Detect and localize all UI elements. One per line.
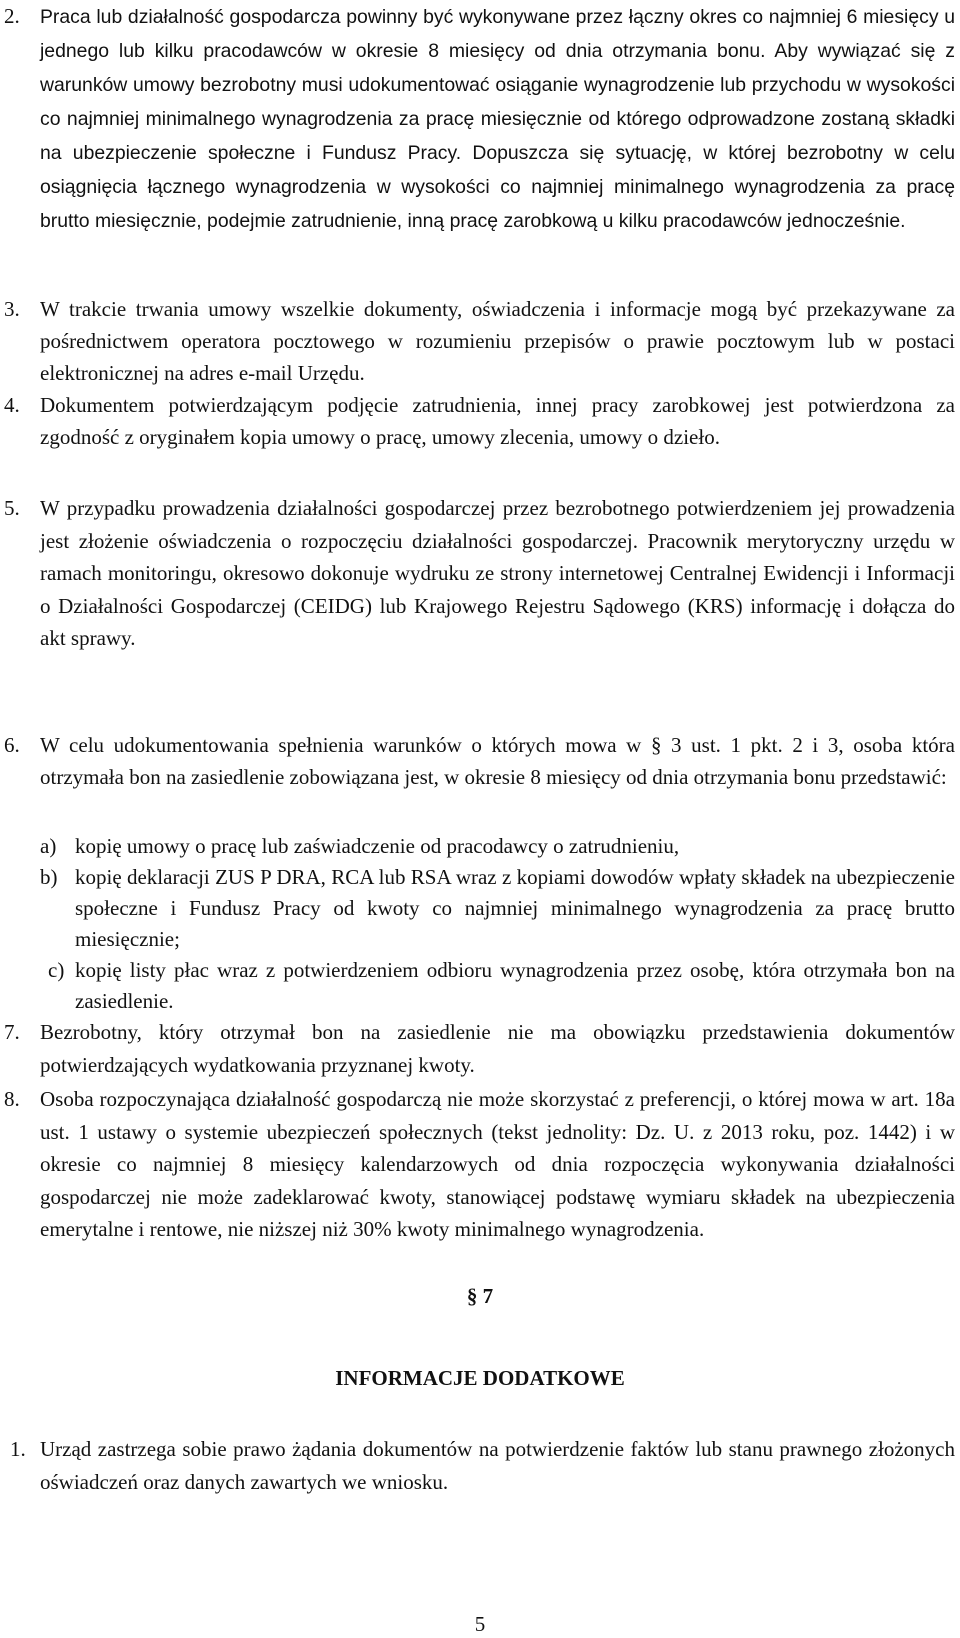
sub-item-label: c) xyxy=(48,958,65,982)
page-number: 5 xyxy=(474,1612,486,1636)
section-title: INFORMACJE DODATKOWE xyxy=(335,1366,625,1390)
item-text: Bezrobotny, który otrzymał bon na zasiedlenie nie ma obowiązku przedstawienia dokumentów potwierdzających wydatkowania przyznanej kwoty. xyxy=(40,1020,955,1077)
section-number: § 7 xyxy=(466,1284,494,1308)
sub-item-label: a) xyxy=(40,834,57,858)
sub-item-label: b) xyxy=(40,865,58,889)
item-text: W przypadku prowadzenia działalności gospodarczej przez bezrobotnego potwierdzeniem jej prowadzenia jest złożenie oświadczenia o rozpoczęciu działalności gospodarczej. Pracownik merytoryczny urzędu w ramach monitoringu, okresowo dokonuje wydruku ze strony internetowej Centralnej Ewidencji i Informacji o Działalności Gospodarczej (CEIDG) lub Krajowego Rejestru Sądowego (KRS) informację i dołącza do akt sprawy. xyxy=(40,496,955,650)
item-text: Dokumentem potwierdzającym podjęcie zatrudnienia, innej pracy zarobkowej jest potwierdzona za zgodność z oryginałem kopia umowy o pracę, umowy zlecenia, umowy o dzieło. xyxy=(40,393,955,449)
item-text: Praca lub działalność gospodarcza powinny być wykonywane przez łączny okres co najmniej 6 miesięcy u jednego lub kilku pracodawców w okresie 8 miesięcy od dnia otrzymania bonu. Aby wywiązać się z warunków umowy bezrobotny musi udokumentować osiąganie wynagrodzenie lub przychodu w wysokości co najmniej minimalnego wynagrodzenia za pracę miesięcznie od którego odprowadzone zostaną składki na ubezpieczenie społeczne i Fundusz Pracy. Dopuszcza się sytuację, w której bezrobotny w celu osiągnięcia łącznego wynagrodzenia w wysokości co najmniej minimalnego wynagrodzenia za pracę brutto miesięcznie, podejmie zatrudnienie, inną pracę zarobkową u kilku pracodawców jednocześnie. xyxy=(40,6,955,232)
item-number: 7. xyxy=(4,1020,20,1044)
item-text: Osoba rozpoczynająca działalność gospodarczą nie może skorzystać z preferencji, o której mowa w art. 18a ust. 1 ustawy o systemie ubezpieczeń społecznych (tekst jednolity: Dz. U. z 2013 roku, poz. 1442) i w okresie co najmniej 8 miesięcy kalendarzowych od dnia rozpoczęcia wykonywania działalności gospodarczej nie może zadeklarować kwoty, stanowiącej podstawę wymiaru składek na ubezpieczenia emerytalne i rentowe, nie niższej niż 30% kwoty minimalnego wynagrodzenia. xyxy=(40,1087,955,1241)
sub-item-text: kopię deklaracji ZUS P DRA, RCA lub RSA wraz z kopiami dowodów wpłaty składek na ubezpieczenie społeczne i Fundusz Pracy od kwoty co najmniej minimalnego wynagrodzenia za pracę brutto miesięcznie; xyxy=(75,865,955,951)
item-number: 2. xyxy=(4,4,20,28)
item-number: 3. xyxy=(4,297,20,321)
sub-item-text: kopię umowy o pracę lub zaświadczenie od pracodawcy o zatrudnieniu, xyxy=(75,834,680,858)
item-text: Urząd zastrzega sobie prawo żądania dokumentów na potwierdzenie faktów lub stanu prawnego złożonych oświadczeń oraz danych zawartych we wniosku. xyxy=(40,1437,955,1494)
item-number: 5. xyxy=(4,496,20,520)
item-number: 1. xyxy=(10,1437,26,1461)
item-number: 8. xyxy=(4,1087,20,1111)
sub-item-text: kopię listy płac wraz z potwierdzeniem odbioru wynagrodzenia przez osobę, która otrzymała bon na zasiedlenie. xyxy=(75,958,955,1013)
item-number: 4. xyxy=(4,393,20,417)
item-number: 6. xyxy=(4,733,20,757)
item-text: W trakcie trwania umowy wszelkie dokumenty, oświadczenia i informacje mogą być przekazywane za pośrednictwem operatora pocztowego w rozumieniu przepisów o prawie pocztowym lub w postaci elektronicznej na adres e-mail Urzędu. xyxy=(40,297,955,385)
item-text: W celu udokumentowania spełnienia warunków o których mowa w § 3 ust. 1 pkt. 2 i 3, osoba która otrzymała bon na zasiedlenie zobowiązana jest, w okresie 8 miesięcy od dnia otrzymania bonu przedstawić: xyxy=(40,733,955,789)
